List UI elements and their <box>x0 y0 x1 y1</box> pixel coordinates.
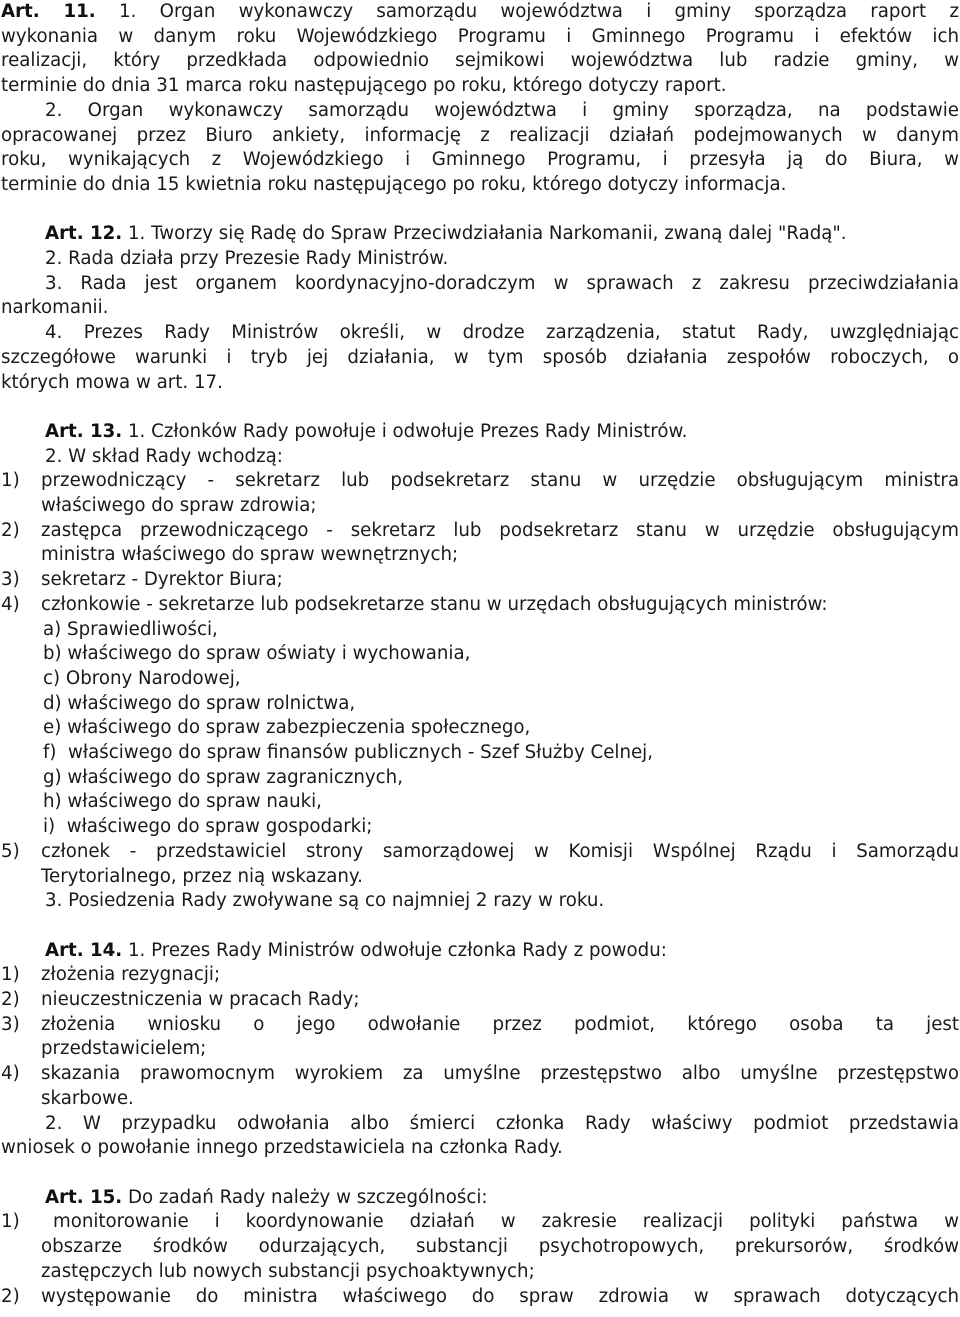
text-line: członek - przedstawiciel strony samorządowej w Komisji Wspólnej Rządu i Samorządu <box>41 840 959 862</box>
text-line: monitorowanie i koordynowanie działań w zakresie realizacji polityki państwa w <box>53 1211 959 1233</box>
list-item <box>1 469 959 518</box>
list-item <box>1 1062 959 1111</box>
list-number: 2) <box>1 1285 20 1307</box>
text-line: złożenia rezygnacji; <box>41 964 221 986</box>
list-number: 5) <box>1 840 20 862</box>
list-number: 1) <box>1 470 20 492</box>
document-page <box>1 0 959 1309</box>
art11-paragraph-1-first-line: Art. 11. 1. Organ wykonawczy samorządu województwa i gminy sporządza raport z <box>1 1 959 22</box>
sub-list-item: h) właściwego do spraw nauki, <box>43 791 322 813</box>
list-number: 1) <box>1 1211 20 1233</box>
article-heading: Art. 11. <box>1 1 96 22</box>
article-heading: Art. 13. <box>45 420 123 442</box>
list-item <box>1 1285 959 1310</box>
list-item <box>1 840 959 889</box>
text-line: terminie do dnia 31 marca roku następującego po roku, którego dotyczy raport. <box>1 75 727 97</box>
text-line: przedstawicielem; <box>41 1038 207 1060</box>
text-line: narkomanii. <box>1 297 109 319</box>
article-12 <box>1 222 959 395</box>
list-item <box>1 988 959 1013</box>
text-line: których mowa w art. 17. <box>1 371 223 393</box>
text-line: obszarze środków odurzających, substancji psychotropowych, prekursorów, środków <box>41 1236 959 1258</box>
text-line: członkowie - sekretarze lub podsekretarze stanu w urzędach obsługujących ministrów: <box>41 593 828 615</box>
list-item <box>1 593 959 618</box>
sub-list-item: d) właściwego do spraw rolnictwa, <box>43 692 356 714</box>
article-14 <box>1 939 959 1161</box>
sub-list-item: a) Sprawiedliwości, <box>43 618 218 640</box>
art11-paragraph-2-first-line: 2. Organ wykonawczy samorządu województwa i gminy sporządza, na podstawie <box>45 99 959 121</box>
sub-list-item: c) Obrony Narodowej, <box>43 667 241 689</box>
sub-list-item: f) właściwego do spraw finansów publicznych - Szef Służby Celnej, <box>43 742 654 764</box>
art12-paragraph-2: 2. Rada działa przy Prezesie Rady Ministrów. <box>45 248 449 270</box>
spacer <box>1 914 959 939</box>
sub-list <box>1 618 959 840</box>
art13-paragraph-2: 2. W skład Rady wchodzą: <box>45 445 283 467</box>
list-item <box>1 519 959 568</box>
article-13 <box>1 420 959 914</box>
art12-paragraph-1: Art. 12. 1. Tworzy się Radę do Spraw Przeciwdziałania Narkomanii, zwaną dalej "Radą". <box>45 223 847 245</box>
sub-list-item: i) właściwego do spraw gospodarki; <box>43 816 373 838</box>
list-number: 4) <box>1 593 20 615</box>
text-line: zastępczych lub nowych substancji psychoaktywnych; <box>41 1260 535 1282</box>
list-item <box>1 1013 959 1062</box>
text-line: skazania prawomocnym wyrokiem za umyślne przestępstwo albo umyślne przestępstwo <box>41 1063 959 1085</box>
text-line: ministra właściwego do spraw wewnętrznych; <box>41 544 459 566</box>
list-item <box>1 963 959 988</box>
text-line: skarbowe. <box>41 1087 134 1109</box>
text-line: szczegółowe warunki i tryb jej działania, w tym sposób działania zespołów roboczych, o <box>1 346 959 368</box>
sub-list-item: b) właściwego do spraw oświaty i wychowania, <box>43 643 471 665</box>
sub-list-item: e) właściwego do spraw zabezpieczenia społecznego, <box>43 717 531 739</box>
spacer <box>1 395 959 420</box>
art14-paragraph-1: Art. 14. 1. Prezes Rady Ministrów odwołuje członka Rady z powodu: <box>45 939 667 961</box>
article-heading: Art. 14. <box>45 939 123 961</box>
list-item <box>1 568 959 593</box>
art13-paragraph-1: Art. 13. 1. Członków Rady powołuje i odwołuje Prezes Rady Ministrów. <box>45 420 688 442</box>
text-line: wniosek o powołanie innego przedstawiciela na członka Rady. <box>1 1137 563 1159</box>
text-line: zastępca przewodniczącego - sekretarz lub podsekretarz stanu w urzędzie obsługującym <box>41 519 959 541</box>
list-item <box>1 1210 959 1284</box>
article-11 <box>1 0 959 198</box>
list-number: 2) <box>1 519 20 541</box>
list-number: 3) <box>1 1013 20 1035</box>
art15-paragraph-1: Art. 15. Do zadań Rady należy w szczególności: <box>45 1186 488 1208</box>
spacer <box>1 198 959 223</box>
list-number: 4) <box>1 1063 20 1085</box>
text-line: opracowanej przez Biuro ankiety, informację z realizacji działań podejmowanych w danym <box>1 124 959 146</box>
text-line: wykonania w danym roku Wojewódzkiego Programu i Gminnego Programu i efektów ich <box>1 25 959 47</box>
sub-list-item: g) właściwego do spraw zagranicznych, <box>43 766 403 788</box>
article-15 <box>1 1186 959 1310</box>
art12-paragraph-4-first-line: 4. Prezes Rady Ministrów określi, w drodze zarządzenia, statut Rady, uwzględniając <box>45 322 959 344</box>
text-line: roku, wynikających z Wojewódzkiego i Gminnego Programu, i przesyła ją do Biura, w <box>1 149 959 171</box>
art14-paragraph-2-first-line: 2. W przypadku odwołania albo śmierci członka Rady właściwy podmiot przedstawia <box>45 1112 959 1134</box>
text-line: nieuczestniczenia w pracach Rady; <box>41 989 360 1011</box>
art12-paragraph-3-first-line: 3. Rada jest organem koordynacyjno-doradczym w sprawach z zakresu przeciwdziałania <box>45 272 959 294</box>
text-line: realizacji, który przedkłada odpowiednio sejmikowi województwa lub radzie gminy, w <box>1 50 959 72</box>
art13-paragraph-3: 3. Posiedzenia Rady zwoływane są co najmniej 2 razy w roku. <box>45 890 605 912</box>
text-line: sekretarz - Dyrektor Biura; <box>41 569 283 591</box>
text-line: właściwego do spraw zdrowia; <box>41 495 317 517</box>
text-line: przewodniczący - sekretarz lub podsekretarz stanu w urzędzie obsługującym ministra <box>41 470 959 492</box>
text-line: terminie do dnia 15 kwietnia roku następującego po roku, którego dotyczy informacja. <box>1 173 787 195</box>
spacer <box>1 1161 959 1186</box>
text-line: złożenia wniosku o jego odwołanie przez podmiot, którego osoba ta jest <box>41 1013 959 1035</box>
article-heading: Art. 15. <box>45 1186 123 1208</box>
article-heading: Art. 12. <box>45 223 123 245</box>
text-line: Terytorialnego, przez nią wskazany. <box>41 865 363 887</box>
list-number: 3) <box>1 569 20 591</box>
list-number: 1) <box>1 964 20 986</box>
text-line: występowanie do ministra właściwego do spraw zdrowia w sprawach dotyczących <box>41 1285 959 1307</box>
list-number: 2) <box>1 989 20 1011</box>
